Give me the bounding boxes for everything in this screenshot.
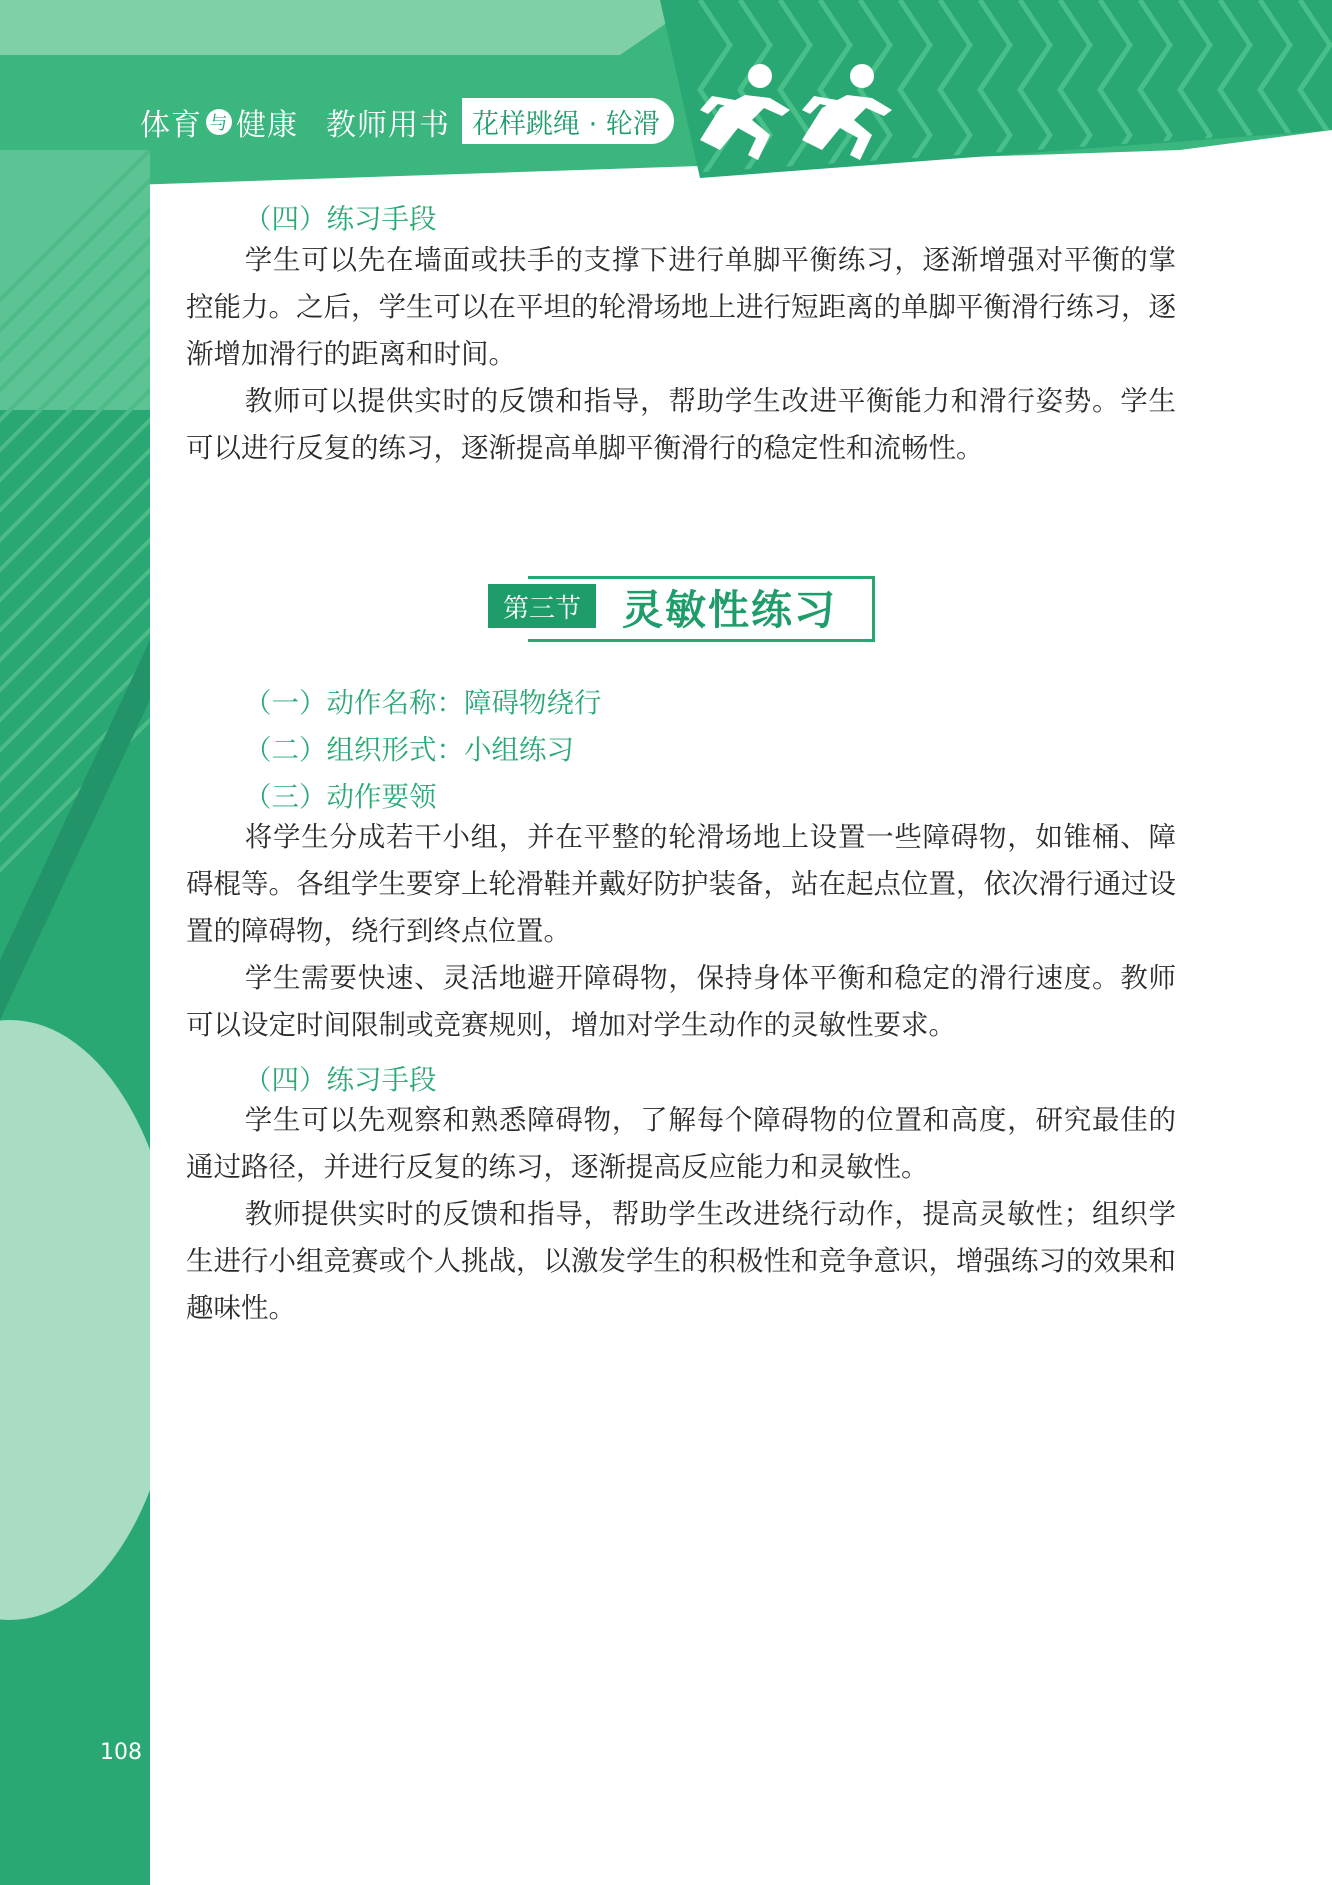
book-type: 教师用书 <box>326 108 450 143</box>
paragraph <box>186 955 1176 1049</box>
action-name-heading: （一）动作名称：障碍物绕行 <box>244 687 602 719</box>
volume-badge: 花样跳绳 · 轮滑 <box>462 98 674 144</box>
paragraph <box>186 237 1176 378</box>
book-title-part1: 体育 <box>140 108 202 143</box>
paragraph <box>186 1097 1176 1191</box>
paragraph-text: 教师提供实时的反馈和指导，帮助学生改进绕行动作，提高灵敏性；组织学生进行小组竞赛或个人挑战，以激发学生的积极性和竞争意识，增强练习的效果和趣味性。 <box>186 1198 1176 1324</box>
paragraph-text: 教师可以提供实时的反馈和指导，帮助学生改进平衡能力和滑行姿势。学生可以进行反复的练习，逐渐提高单脚平衡滑行的稳定性和流畅性。 <box>186 385 1176 464</box>
book-title-connector: 与 <box>206 109 232 135</box>
sidebar-circle <box>0 1020 180 1620</box>
paragraph <box>186 814 1176 955</box>
book-title <box>140 100 450 144</box>
paragraph <box>186 378 1176 472</box>
top-practice-heading: （四）练习手段 <box>244 203 437 235</box>
header-stripe <box>0 0 700 55</box>
paragraph-text: 将学生分成若干小组，并在平整的轮滑场地上设置一些障碍物，如锥桶、障碍棍等。各组学生要穿上轮滑鞋并戴好防护装备，站在起点位置，依次滑行通过设置的障碍物，绕行到终点位置。 <box>186 821 1176 947</box>
section-tag: 第三节 <box>488 584 596 628</box>
paragraph-text: 学生可以先观察和熟悉障碍物，了解每个障碍物的位置和高度，研究最佳的通过路径，并进行反复的练习，逐渐提高反应能力和灵敏性。 <box>186 1104 1176 1183</box>
page-number: 108 <box>100 1740 142 1765</box>
paragraph-text: 学生可以先在墙面或扶手的支撑下进行单脚平衡练习，逐渐增强对平衡的掌控能力。之后，学生可以在平坦的轮滑场地上进行短距离的单脚平衡滑行练习，逐渐增加滑行的距离和时间。 <box>186 244 1176 370</box>
paragraph <box>186 1191 1176 1332</box>
paragraph-text: 学生需要快速、灵活地避开障碍物，保持身体平衡和稳定的滑行速度。教师可以设定时间限制或竞赛规则，增加对学生动作的灵敏性要求。 <box>186 962 1176 1041</box>
essentials-heading: （三）动作要领 <box>244 781 437 813</box>
book-title-part2: 健康 <box>236 108 298 143</box>
practice-heading: （四）练习手段 <box>244 1064 437 1096</box>
section-name: 灵敏性练习 <box>622 585 837 634</box>
section-title <box>488 576 872 638</box>
organization-heading: （二）组织形式：小组练习 <box>244 734 574 766</box>
